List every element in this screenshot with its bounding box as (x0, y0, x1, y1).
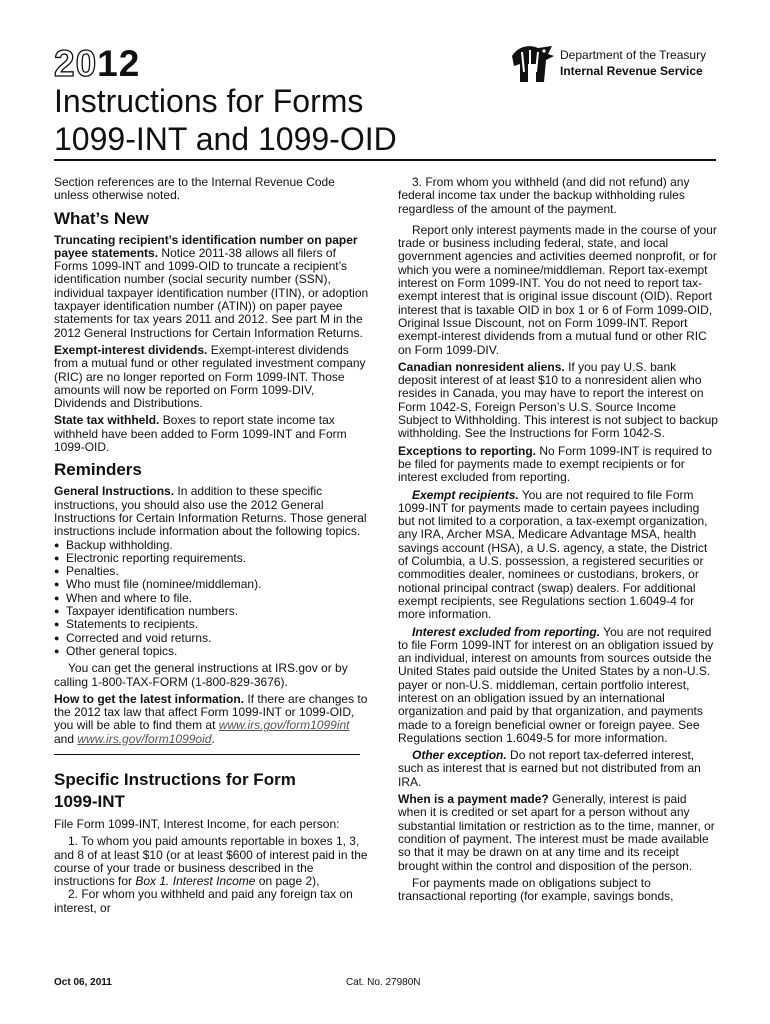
header-rule (54, 159, 716, 161)
footer-cat-number: Cat. No. 27980N (346, 977, 421, 988)
list-item: ● When and where to file. (54, 592, 370, 605)
list-item: ● Corrected and void returns. (54, 632, 370, 645)
form1099oid-link[interactable]: www.irs.gov/form1099oid (77, 731, 212, 746)
list-item: ● Other general topics. (54, 645, 370, 658)
report-only-paragraph: Report only interest payments made in the course of your trade or business including federal, state, and local government agencies and activities deemed nonprofit, or for which you were a nominee/middleman. Report tax-exempt interest on Form 1099-INT. You do not need to report tax-exempt interest that is original issue discount (OID). Report interest that is taxable OID in box 1 or 6 of Form 1099-OID, Original Issue Discount, not on Form 1099-INT. Report exempt-interest dividends from a mutual fund or other RIC on Form 1099-DIV. (398, 222, 717, 357)
truncating-paragraph: Truncating recipient’s identification number on paper payee statements. Notice 2011-38 allows all filers of Forms 1099-INT and 1099-OID to truncate a recipient’s identification number (social security number (SSN), individual taxpayer identification number (ITIN), or adoption taxpayer identification number (ATIN)) on paper payee statements for tax years 2011 and 2012. See part M in the 2012 General Instructions for Certain Information Returns. (54, 232, 369, 340)
exempt-dividends-paragraph: Exempt-interest dividends. Exempt-interest dividends from a mutual fund or other regulated investment company (RIC) are no longer reported on Form 1099-INT. Those amounts will now be reported on Form 1099-DIV, Dividends and Distributions. (54, 342, 366, 411)
year-label: 2012 (54, 43, 141, 84)
list-item: ● Penalties. (54, 565, 370, 578)
exceptions-paragraph: Exceptions to reporting. No Form 1099-INT is required to be filed for payments made to exempt recipients or for interest excluded from reporting. (398, 443, 712, 485)
page-title: Instructions for Forms 1099-INT and 1099-OID (54, 83, 397, 157)
list-item: ● Taxpayer identification numbers. (54, 605, 370, 618)
file-form-paragraph: File Form 1099-INT, Interest Income, for each person: (54, 816, 340, 831)
obligations-paragraph: For payments made on obligations subject to transactional reporting (for example, savings bonds, (398, 875, 674, 904)
form1099int-link[interactable]: www.irs.gov/form1099int (218, 718, 350, 733)
canadian-paragraph: Canadian nonresident aliens. If you pay U.S. bank deposit interest of at least $10 to a nonresident alien who resides in Canada, you may have to report the interest on Form 1042-S, Foreign Person’s U.S. Source Income Subject to Withholding. This interest is not subject to backup withholding. See the Instructions for Form 1042-S. (398, 359, 718, 441)
dept-label: Department of the Treasury (560, 48, 707, 62)
left-column (54, 176, 370, 919)
payment-made-paragraph: When is a payment made? Generally, interest is paid when it is credited or set apart for a person without any substantial limitation or restriction as to the time, manner, or condition of payment. The interest must be made available so that it may be drawn on at any time and its receipt brought within the control and disposition of the person. (398, 792, 715, 873)
latest-info-paragraph: How to get the latest information. If there are changes to the 2012 tax law that affect Form 1099-INT or 1099-OID, you will be able to find them at www.irs.gov/form1099int and www.irs.gov/form1099oid. (54, 691, 368, 746)
intro-text: Section references are to the Internal Revenue Code unless otherwise noted. (54, 175, 335, 203)
interest-excluded-paragraph: Interest excluded from reporting. You are not required to file Form 1099-INT for interest on an obligation issued by an individual, interest on amounts from sources outside the United States paid outside the United States by a non-U.S. payer or non-U.S. middleman, certain portfolio interest, interest on an obligation issued by an international organization and paid by that organization, and payments made to a foreign beneficial owner or foreign payee. See Regulations section 1.6049-5 for more information. (398, 624, 714, 745)
general-instructions-paragraph: General Instructions. In addition to these specific instructions, you should also use the 2012 General Instructions for Certain Information Returns. Those general instructions include information about the following topics. (54, 484, 367, 539)
specific-instructions-heading: Specific Instructions for Form 1099-INT (54, 769, 296, 811)
irs-gov-paragraph: You can get the general instructions at IRS.gov or by calling 1-800-TAX-FORM (1-800-829-3676). (54, 661, 348, 689)
list-item: ● Who must file (nominee/middleman). (54, 578, 370, 591)
service-label: Internal Revenue Service (560, 64, 703, 78)
item-3-paragraph: 3. From whom you withheld (and did not refund) any federal income tax under the backup withholding rules regardless of the amount of the payment. (398, 175, 690, 216)
other-exception-paragraph: Other exception. Do not report tax-deferred interest, such as interest that is earned but not distributed from an IRA. (398, 748, 701, 789)
state-tax-paragraph: State tax withheld. Boxes to report state income tax withheld have been added to Form 1099-INT and Form 1099-OID. (54, 413, 347, 455)
irs-eagle-logo-icon (508, 42, 556, 86)
item-2-paragraph: 2. For whom you withheld and paid any foreign tax on interest, or (54, 887, 353, 915)
whats-new-heading: What’s New (54, 208, 149, 228)
section-divider (54, 754, 360, 755)
reminders-heading: Reminders (54, 460, 142, 480)
list-item: ● Statements to recipients. (54, 618, 370, 631)
irs-header (508, 42, 722, 88)
topics-list (54, 539, 370, 659)
list-item: ● Backup withholding. (54, 539, 370, 552)
footer-date: Oct 06, 2011 (54, 977, 112, 988)
item-1-paragraph: 1. To whom you paid amounts reportable in boxes 1, 3, and 8 of at least $10 (or at least $600 of interest paid in the course of your trade or business described in the instructions for Box 1. Interest Income on page 2), (54, 834, 368, 889)
list-item: ● Electronic reporting requirements. (54, 552, 370, 565)
exempt-recipients-paragraph: Exempt recipients. You are not required to file Form 1099-INT for payments made to certain payees including but not limited to a corporation, a tax-exempt organization, any IRA, Archer MSA, Medicare Advantage MSA, health savings account (HSA), a U.S. agency, a state, the District of Columbia, a U.S. possession, a registered securities or commodities dealer, nominees or custodians, brokers, or notional principal contract (swap) dealers. For additional exempt recipients, see Regulations section 1.6049-4 for more information. (398, 487, 708, 622)
right-column (398, 176, 718, 907)
